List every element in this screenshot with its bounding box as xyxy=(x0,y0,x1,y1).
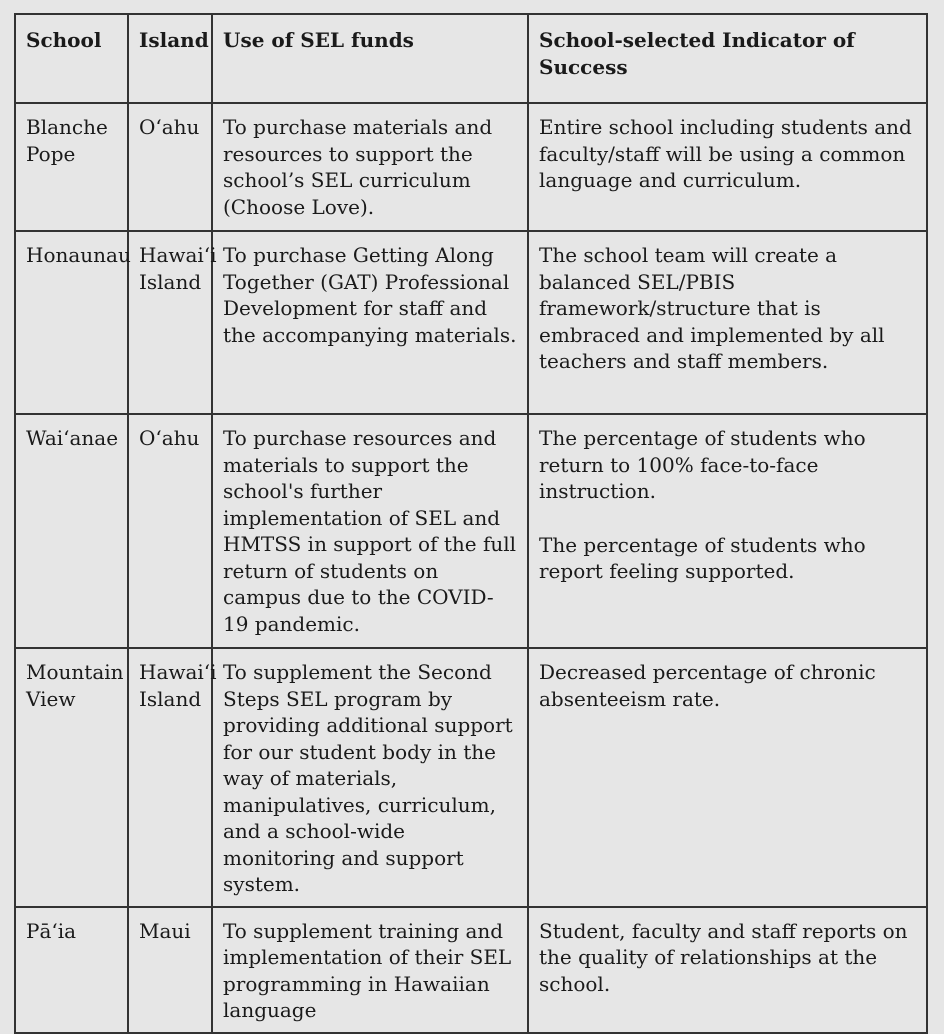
cell-island: Maui xyxy=(128,907,212,1033)
header-school: School xyxy=(15,14,128,103)
header-row xyxy=(15,14,927,103)
cell-school: Honaunau xyxy=(15,231,128,414)
indicator-text: The percentage of students who return to 100% face-to-face instruction. xyxy=(539,426,866,503)
cell-school: Mountain View xyxy=(15,648,128,907)
cell-indicator xyxy=(528,907,927,1033)
cell-indicator xyxy=(528,231,927,414)
sel-funds-table xyxy=(14,13,928,1034)
indicator-text: Student, faculty and staff reports on the quality of relationships at the school. xyxy=(539,918,908,996)
indicator-text: The percentage of students who report feeling supported. xyxy=(539,532,866,583)
cell-school: Pāʻia xyxy=(15,907,128,1033)
header-use-of-funds: Use of SEL funds xyxy=(212,14,528,103)
cell-school: Waiʻanae xyxy=(15,414,128,648)
table-row xyxy=(15,103,927,231)
cell-use-of-funds: To purchase materials and resources to support the school’s SEL curriculum (Choose Love). xyxy=(212,103,528,231)
cell-island: Hawaiʻi Island xyxy=(128,231,212,414)
header-island: Island xyxy=(128,14,212,103)
cell-island: Oʻahu xyxy=(128,103,212,231)
table-row xyxy=(15,648,927,907)
cell-indicator xyxy=(528,103,927,231)
table-row xyxy=(15,414,927,648)
cell-use-of-funds: To purchase Getting Along Together (GAT) Professional Development for staff and the accompanying materials. xyxy=(212,231,528,414)
cell-use-of-funds: To supplement the Second Steps SEL program by providing additional support for our student body in the way of materials, manipulatives, curriculum, and a school-wide monitoring and support system. xyxy=(212,648,528,907)
cell-indicator xyxy=(528,414,927,648)
cell-indicator xyxy=(528,648,927,907)
table-row xyxy=(15,231,927,414)
indicator-text: Decreased percentage of chronic absenteeism rate. xyxy=(539,660,876,711)
cell-school: Blanche Pope xyxy=(15,103,128,231)
indicator-text: The school team will create a balanced SEL/PBIS framework/structure that is embraced and implemented by all teachers and staff members. xyxy=(539,243,885,373)
table-row xyxy=(15,907,927,1033)
cell-island: Oʻahu xyxy=(128,414,212,648)
cell-use-of-funds: To purchase resources and materials to support the school's further implementation of SEL and HMTSS in support of the full return of students on campus due to the COVID-19 pandemic. xyxy=(212,414,528,648)
cell-use-of-funds: To supplement training and implementation of their SEL programming in Hawaiian language xyxy=(212,907,528,1033)
indicator-text: Entire school including students and faculty/staff will be using a common language and curriculum. xyxy=(539,115,912,192)
cell-island: Hawaiʻi Island xyxy=(128,648,212,907)
header-indicator: School-selected Indicator of Success xyxy=(528,14,927,103)
